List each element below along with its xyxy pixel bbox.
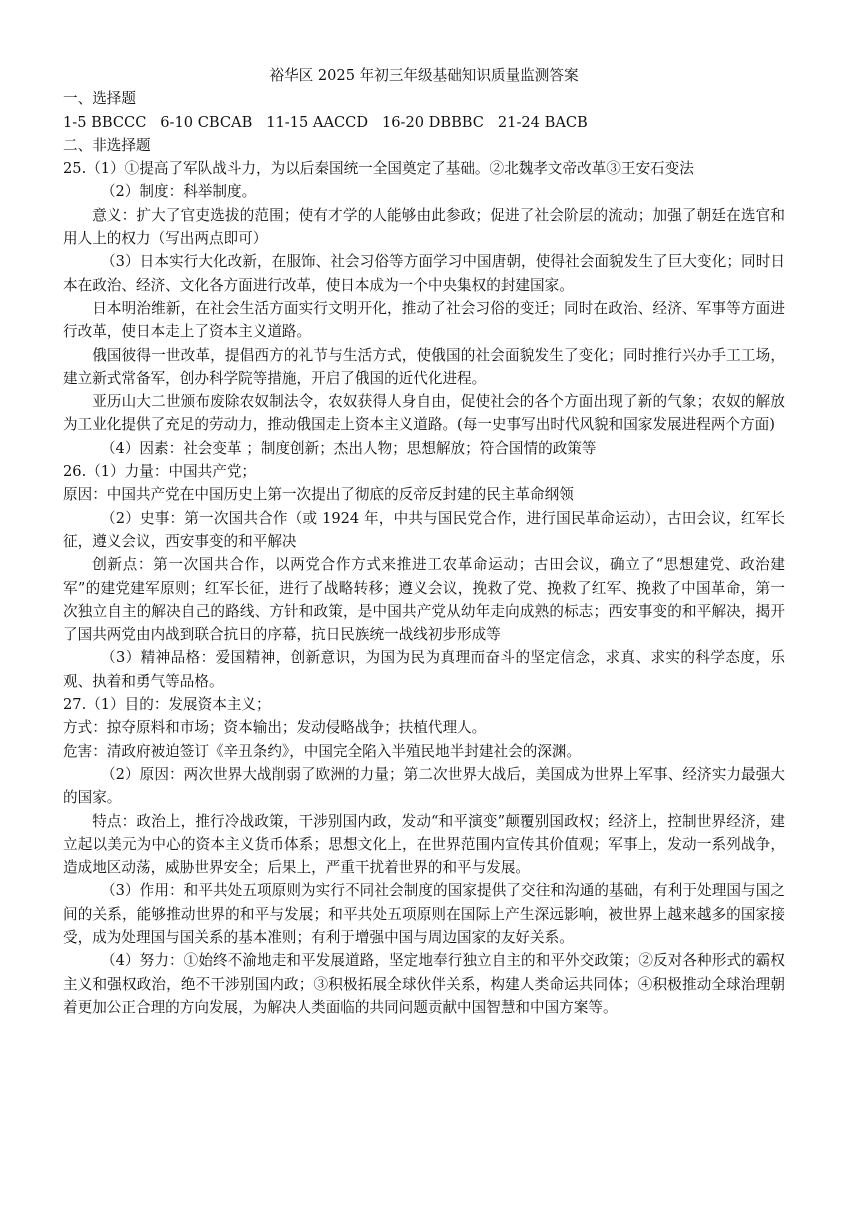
q25-part3-japan-taika: （3）日本实行大化改新，在服饰、社会习俗等方面学习中国唐朝，使得社会面貌发生了巨大变化；同时日本在政治、经济、文化各方面进行改革，使日本成为一个中央集权的封建国家。 bbox=[63, 253, 785, 294]
q26-part1: 26.（1）力量：中国共产党； bbox=[63, 463, 257, 481]
q25-part2: （2）制度：科举制度。 bbox=[100, 183, 257, 201]
q27-method: 方式：掠夺原料和市场；资本输出；发动侵略战争；扶植代理人。 bbox=[63, 719, 487, 737]
q27-part1: 27.（1）目的：发展资本主义； bbox=[63, 696, 271, 714]
q27-part4: （4）努力：①始终不渝地走和平发展道路，坚定地奉行独立自主的和平外交政策；②反对各种形式的霸权主义和强权政治，绝不干涉别国内政；③积极拓展全球伙伴关系，构建人类命运共同体；④积极推动全球治理朝着更加公正合理的方向发展，为解决人类面临的共同问题贡献中国智慧和中国方案等。 bbox=[63, 952, 785, 1016]
q25-part1: 25.（1）①提高了军队战斗力，为以后秦国统一全国奠定了基础。②北魏孝文帝改革③王安石变法 bbox=[63, 160, 694, 178]
q27-harm: 危害：清政府被迫签订《辛丑条约》，中国完全陷入半殖民地半封建社会的深渊。 bbox=[63, 742, 582, 760]
section-heading-choice: 一、选择题 bbox=[63, 90, 136, 108]
q25-part4: （4）因素：社会变革 ；制度创新；杰出人物；思想解放；符合国情的政策等 bbox=[100, 439, 597, 457]
q26-innovation: 创新点：第一次国共合作，以两党合作方式来推进工农革命运动；古田会议，确立了“思想建党、政治建军”的建党建军原则；红军长征，进行了战略转移；遵义会议，挽救了党、挽救了红军、挽救了中国革命，第一次独立自主的解决自己的路线、方针和政策，是中国共产党从幼年走向成熟的标志；西安事变的和平解决，揭开了国共两党由内战到联合抗日的序幕，抗日民族统一战线初步形成等 bbox=[63, 556, 785, 644]
q26-part2: （2）史事：第一次国共合作（或 1924 年，中共与国民党合作，进行国民革命运动），古田会议，红军长征，遵义会议，西安事变的和平解决 bbox=[63, 509, 785, 550]
answer-document bbox=[63, 64, 785, 1019]
q25-peter: 俄国彼得一世改革，提倡西方的礼节与生活方式，使俄国的社会面貌发生了变化；同时推行兴办手工工场，建立新式常备军，创办科学院等措施，开启了俄国的近代化进程。 bbox=[63, 346, 785, 387]
q27-part3: （3）作用：和平共处五项原则为实行不同社会制度的国家提供了交往和沟通的基础，有利于处理国与国之间的关系，能够推动世界的和平与发展；和平共处五项原则在国际上产生深远影响，被世界上越来越多的国家接受，成为处理国与国关系的基本准则；有利于增强中国与周边国家的友好关系。 bbox=[63, 882, 785, 946]
document-title: 裕华区 2025 年初三年级基础知识质量监测答案 bbox=[269, 67, 579, 84]
section-heading-nonchoice: 二、非选择题 bbox=[63, 136, 151, 154]
q25-alexander: 亚历山大二世颁布废除农奴制法令，农奴获得人身自由，促使社会的各个方面出现了新的气象；农奴的解放为工业化提供了充足的劳动力，推动俄国走上资本主义道路。(每一史事写出时代风貌和国家发展进程两个方面) bbox=[63, 393, 785, 434]
q25-meiji: 日本明治维新，在社会生活方面实行文明开化，推动了社会习俗的变迁；同时在政治、经济、军事等方面进行改革，使日本走上了资本主义道路。 bbox=[63, 299, 785, 341]
q27-features: 特点：政治上，推行冷战政策，干涉别国内政，发动“和平演变”颠覆别国政权；经济上，控制世界经济，建立起以美元为中心的资本主义货币体系；思想文化上，在世界范围内宣传其价值观；军事上，发动一系列战争，造成地区动荡，威胁世界安全；后果上，严重干扰着世界的和平与发展。 bbox=[63, 812, 785, 877]
choice-answers: 1-5 BBCCC 6-10 CBCAB 11-15 AACCD 16-20 DBBBC 21-24 BACB bbox=[63, 113, 588, 131]
q25-significance: 意义：扩大了官吏选拔的范围；使有才学的人能够由此参政；促进了社会阶层的流动；加强了朝廷在选官和用人上的权力（写出两点即可） bbox=[63, 206, 785, 248]
q27-part2: （2）原因：两次世界大战削弱了欧洲的力量；第二次世界大战后，美国成为世界上军事、经济实力最强大的国家。 bbox=[63, 765, 785, 807]
q26-reason: 原因：中国共产党在中国历史上第一次提出了彻底的反帝反封建的民主革命纲领 bbox=[63, 486, 574, 504]
q26-part3: （3）精神品格：爱国精神，创新意识，为国为民为真理而奋斗的坚定信念，求真、求实的科学态度，乐观、执着和勇气等品格。 bbox=[63, 649, 785, 690]
